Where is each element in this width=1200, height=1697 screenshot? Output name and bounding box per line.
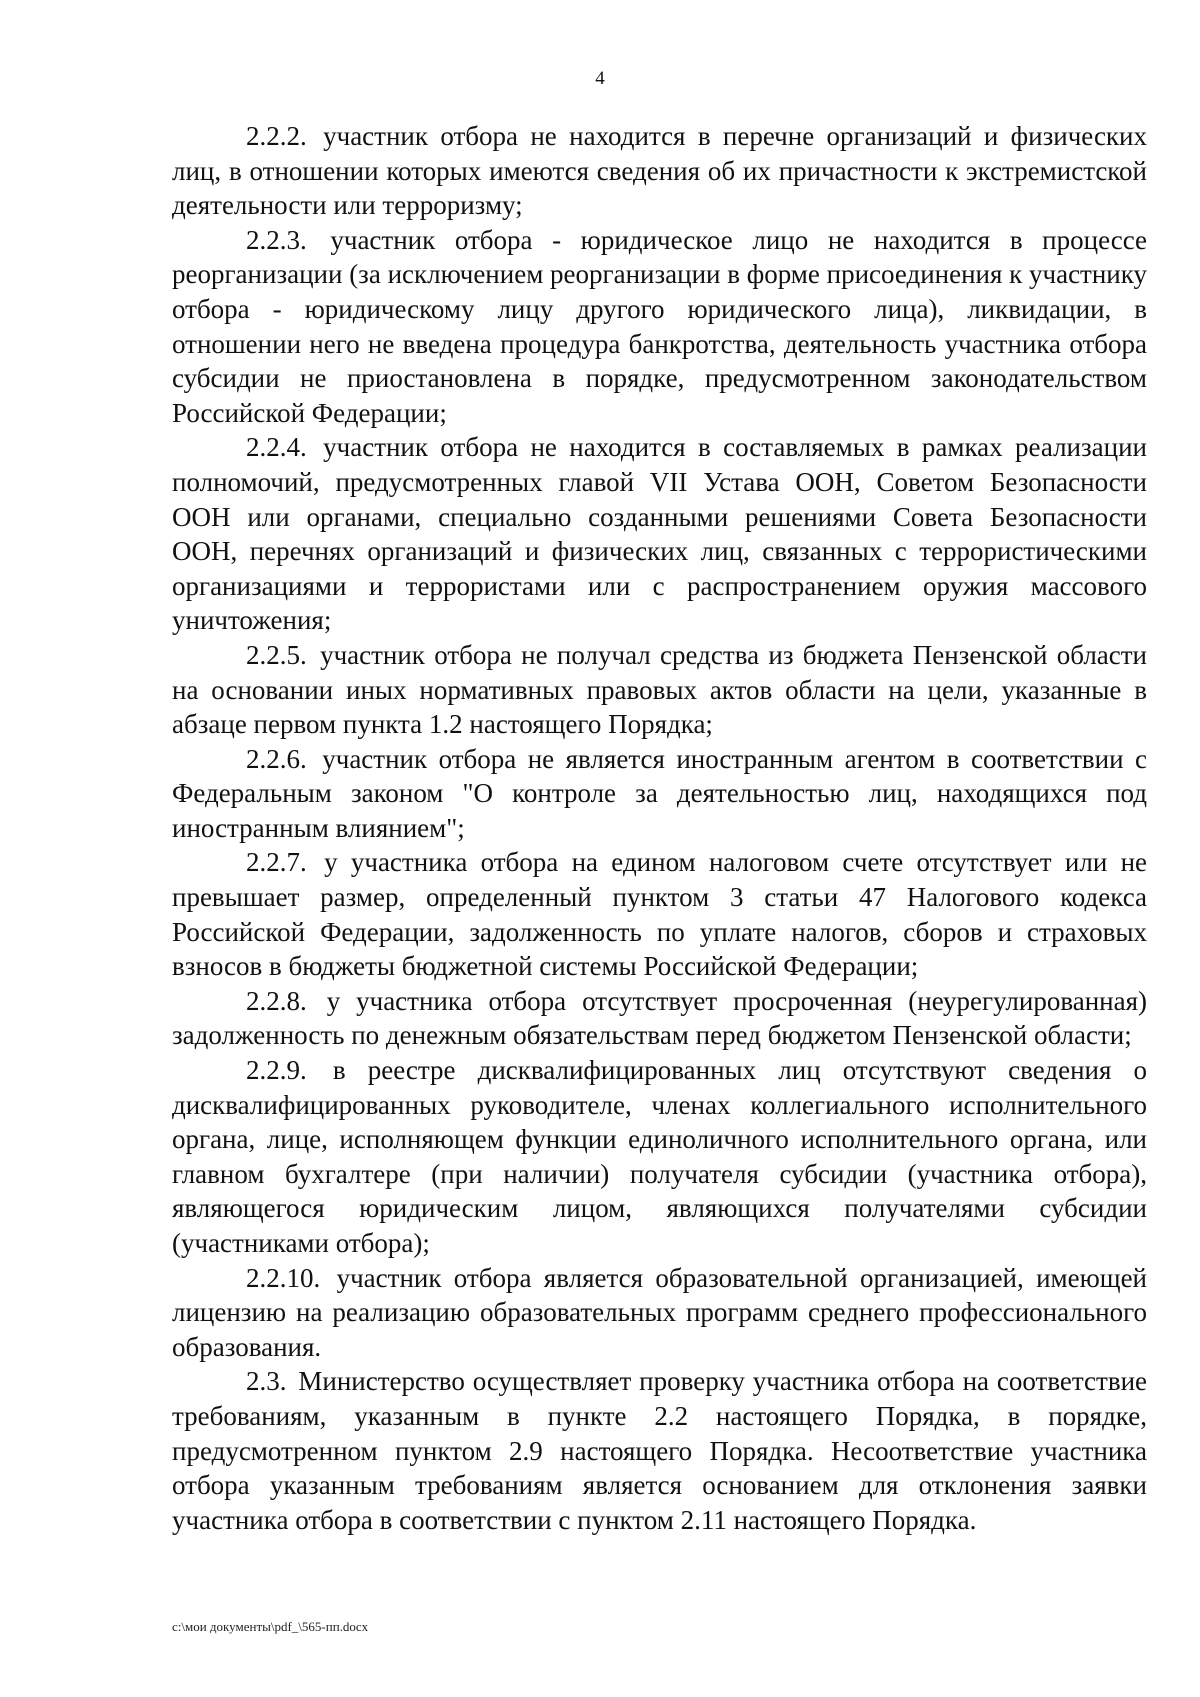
clause-number: 2.2.10. [246, 1262, 321, 1293]
footer-file-path: c:\мои документы\pdf_\565-пп.docx [172, 1619, 369, 1634]
paragraph-2-2-10 [172, 1261, 1147, 1365]
paragraph-2-2-2 [172, 119, 1147, 223]
clause-number: 2.2.9. [246, 1055, 307, 1086]
clause-text: участник отбора является образовательной организацией, имеющей лицензию на реализацию образовательных программ среднего профессионального образования. [172, 1262, 1147, 1362]
paragraph-2-2-8 [172, 984, 1147, 1053]
paragraph-2-2-9 [172, 1053, 1147, 1261]
clause-number: 2.3. [246, 1366, 287, 1397]
clause-text: у участника отбора на едином налоговом счете отсутствует или не превышает размер, определенный пунктом 3 статьи 47 Налогового кодекса Российской Федерации, задолженность по уплате налогов, сборов и страховых взносов в бюджеты бюджетной системы Российской Федерации; [172, 847, 1148, 982]
clause-text: участник отбора не является иностранным агентом в соответствии с Федеральным законом "О контроле за деятельностью лиц, находящихся под иностранным влиянием"; [172, 743, 1147, 843]
paragraph-2-2-7 [172, 845, 1147, 983]
document-body [172, 119, 1147, 1537]
clause-number: 2.2.4. [246, 432, 307, 463]
clause-text: участник отбора не находится в перечне организаций и физических лиц, в отношении которых имеются сведения об их причастности к экстремистской деятельности или терроризму; [172, 121, 1148, 221]
paragraph-2-2-6 [172, 742, 1147, 846]
clause-number: 2.2.3. [246, 224, 307, 255]
page-number: 4 [595, 68, 605, 89]
clause-text: в реестре дисквалифицированных лиц отсутствуют сведения о дисквалифицированных руководителе, членах коллегиального исполнительного органа, лице, исполняющем функции единоличного исполнительного органа, или главном бухгалтере (при наличии) получателя субсидии (участника отбора), являющегося юридическим лицом, являющихся получателями субсидии (участниками отбора); [172, 1055, 1148, 1258]
clause-number: 2.2.7. [246, 847, 307, 878]
paragraph-2-2-4 [172, 430, 1147, 638]
clause-number: 2.2.8. [246, 985, 307, 1016]
clause-number: 2.2.6. [246, 743, 307, 774]
paragraph-2-2-5 [172, 638, 1147, 742]
paragraph-2-2-3 [172, 223, 1147, 431]
clause-text: участник отбора не находится в составляемых в рамках реализации полномочий, предусмотренных главой VII Устава ООН, Советом Безопасности ООН или органами, специально созданными решениями Совета Безопасности ООН, перечнях организаций и физических лиц, связанных с террористическими организациями и террористами или с распространением оружия массового уничтожения; [172, 432, 1147, 636]
clause-text: участник отбора не получал средства из бюджета Пензенской области на основании иных нормативных правовых актов области на цели, указанные в абзаце первом пункта 1.2 настоящего Порядка; [172, 639, 1148, 740]
paragraph-2-3 [172, 1364, 1147, 1537]
clause-text: у участника отбора отсутствует просроченная (неурегулированная) задолженность по денежным обязательствам перед бюджетом Пензенской области; [172, 985, 1148, 1051]
clause-number: 2.2.2. [246, 121, 307, 151]
clause-text: участник отбора - юридическое лицо не находится в процессе реорганизации (за исключением реорганизации в форме присоединения к участнику отбора - юридическому лицу другого юридического лица), ликвидации, в отношении него не введена процедура банкротства, деятельность участника отбора субсидии не приостановлена в порядке, предусмотренном законодательством Российской Федерации; [172, 224, 1148, 428]
clause-text: Министерство осуществляет проверку участника отбора на соответствие требованиям, указанным в пункте 2.2 настоящего Порядка, в порядке, предусмотренном пунктом 2.9 настоящего Порядка. Несоответствие участника отбора указанным требованиям является основанием для отклонения заявки участника отбора в соответствии с пунктом 2.11 настоящего Порядка. [172, 1366, 1148, 1535]
clause-number: 2.2.5. [246, 639, 307, 670]
